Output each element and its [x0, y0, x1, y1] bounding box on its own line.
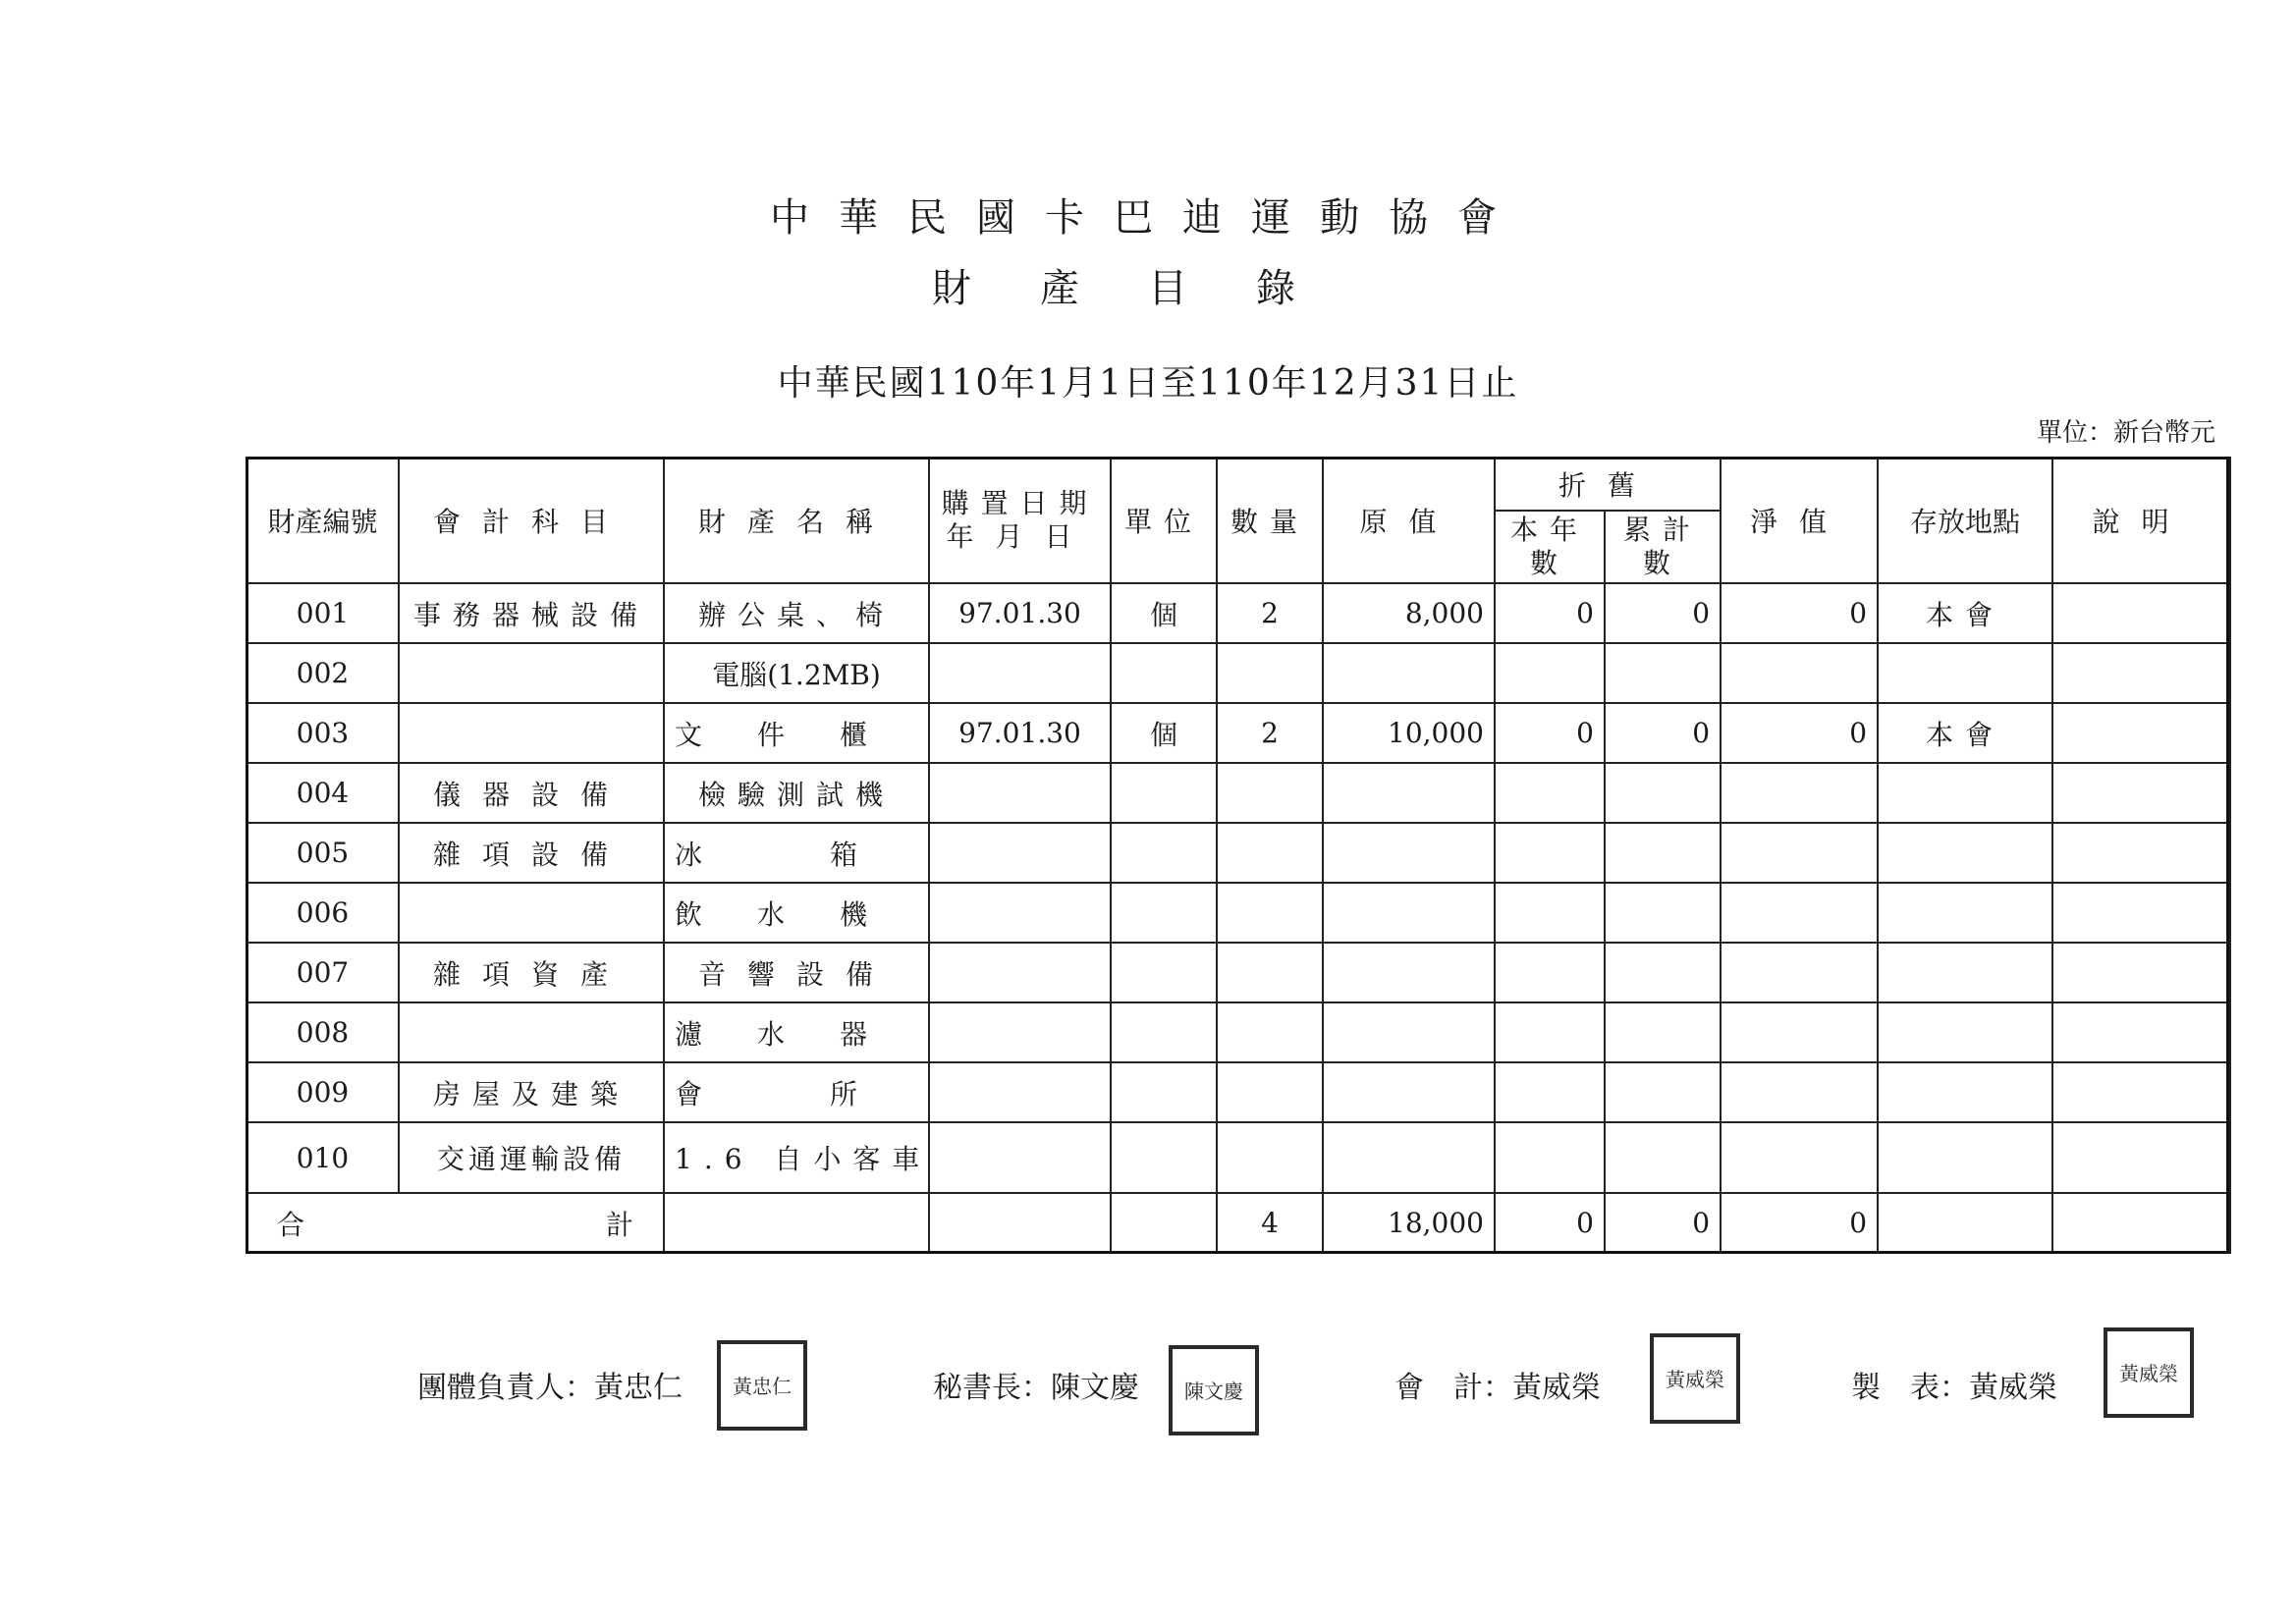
- cell-qty: 2: [1217, 583, 1323, 643]
- cell-note: [2052, 883, 2230, 943]
- cell-note: [2052, 1122, 2230, 1193]
- col-depr-accum: 累計數: [1605, 511, 1721, 583]
- cell-asset-no: 008: [246, 1002, 399, 1062]
- table-row: [246, 1062, 2230, 1122]
- cell-location: [1878, 643, 2052, 703]
- org-title: 中華民國卡巴迪運動協會: [770, 195, 1526, 241]
- cell-uom: [1111, 823, 1217, 883]
- cell-value: 10,000: [1323, 703, 1495, 763]
- table-row: [246, 1122, 2230, 1193]
- cell-date: 97.01.30: [929, 583, 1111, 643]
- cell-qty: [1217, 883, 1323, 943]
- cell-note: [2052, 823, 2230, 883]
- cell-qty: [1217, 643, 1323, 703]
- total-label: [246, 1193, 664, 1253]
- cell-depr-year: 0: [1495, 703, 1605, 763]
- cell-uom: 個: [1111, 703, 1217, 763]
- cell-depr-accum: 0: [1605, 583, 1721, 643]
- total-location: [1878, 1193, 2052, 1253]
- cell-account: [399, 1002, 664, 1062]
- total-name: [664, 1193, 929, 1253]
- accountant-signature: 會 計：黃威榮: [1394, 1371, 1601, 1405]
- leader-signature: 團體負責人：黃忠仁: [417, 1371, 683, 1405]
- cell-net: [1721, 763, 1878, 823]
- cell-value: [1323, 823, 1495, 883]
- cell-asset-name: 文件櫃: [664, 703, 929, 763]
- cell-value: [1323, 1002, 1495, 1062]
- cell-depr-year: [1495, 943, 1605, 1002]
- cell-account: 事務器械設備: [399, 583, 664, 643]
- cell-account: [399, 703, 664, 763]
- seal-mark: [2111, 1335, 2186, 1410]
- cell-value: 8,000: [1323, 583, 1495, 643]
- cell-location: 本會: [1878, 703, 2052, 763]
- document-title: 財產目錄: [932, 266, 1364, 311]
- cell-asset-name: 辦公桌、椅: [664, 583, 929, 643]
- seal-text: 黃威榮: [1666, 1368, 1724, 1391]
- cell-uom: [1111, 1002, 1217, 1062]
- cell-asset-no: 004: [246, 763, 399, 823]
- cell-account: 房屋及建築: [399, 1062, 664, 1122]
- preparer-seal-icon: [2104, 1327, 2194, 1418]
- preparer-signature: 製 表：黃威榮: [1851, 1371, 2057, 1405]
- cell-qty: [1217, 943, 1323, 1002]
- cell-net: [1721, 1122, 1878, 1193]
- cell-location: 本會: [1878, 583, 2052, 643]
- cell-uom: [1111, 1062, 1217, 1122]
- col-purchase-date: [929, 458, 1111, 583]
- table-row: [246, 823, 2230, 883]
- seal-mark: [1176, 1353, 1251, 1428]
- cell-location: [1878, 1002, 2052, 1062]
- total-uom: [1111, 1193, 1217, 1253]
- cell-depr-year: [1495, 1002, 1605, 1062]
- cell-value: [1323, 883, 1495, 943]
- table-row: [246, 883, 2230, 943]
- period-text: 中華民國110年1月1日至110年12月31日止: [777, 363, 1519, 404]
- cell-account: 儀器設備: [399, 763, 664, 823]
- cell-date: [929, 1122, 1111, 1193]
- total-note: [2052, 1193, 2230, 1253]
- cell-depr-year: [1495, 883, 1605, 943]
- total-row: [246, 1193, 2230, 1253]
- cell-qty: [1217, 763, 1323, 823]
- cell-date: [929, 883, 1111, 943]
- seal-text: 黃忠仁: [733, 1375, 792, 1398]
- cell-asset-no: 005: [246, 823, 399, 883]
- cell-asset-no: 010: [246, 1122, 399, 1193]
- cell-note: [2052, 1062, 2230, 1122]
- accountant-seal-icon: [1650, 1333, 1740, 1424]
- table-row: [246, 943, 2230, 1002]
- cell-value: [1323, 943, 1495, 1002]
- cell-net: [1721, 1062, 1878, 1122]
- cell-location: [1878, 1062, 2052, 1122]
- cell-value: [1323, 643, 1495, 703]
- cell-asset-name: 電腦(1.2MB): [664, 643, 929, 703]
- cell-note: [2052, 943, 2230, 1002]
- cell-location: [1878, 883, 2052, 943]
- cell-asset-name: 音響設備: [664, 943, 929, 1002]
- table-row: [246, 583, 2230, 643]
- leader-seal-icon: [717, 1340, 807, 1431]
- cell-net: 0: [1721, 703, 1878, 763]
- total-depr-accum: 0: [1605, 1193, 1721, 1253]
- cell-date: [929, 943, 1111, 1002]
- cell-location: [1878, 943, 2052, 1002]
- col-location: 存放地點: [1878, 458, 2052, 583]
- col-qty: 數量: [1217, 458, 1323, 583]
- col-note: 說明: [2052, 458, 2230, 583]
- cell-note: [2052, 703, 2230, 763]
- seal-text: 黃威榮: [2119, 1362, 2178, 1385]
- cell-date: [929, 763, 1111, 823]
- cell-net: [1721, 1002, 1878, 1062]
- cell-uom: [1111, 1122, 1217, 1193]
- cell-depr-accum: [1605, 943, 1721, 1002]
- cell-asset-name: 檢驗測試機: [664, 763, 929, 823]
- cell-net: [1721, 883, 1878, 943]
- cell-account: 交通運輸設備: [399, 1122, 664, 1193]
- total-date: [929, 1193, 1111, 1253]
- cell-net: 0: [1721, 583, 1878, 643]
- cell-depr-year: [1495, 763, 1605, 823]
- cell-asset-name: 1.6 自小客車: [664, 1122, 929, 1193]
- col-account: 會計科目: [399, 458, 664, 583]
- cell-value: [1323, 1122, 1495, 1193]
- cell-value: [1323, 763, 1495, 823]
- total-label-2: 計: [605, 1208, 633, 1241]
- seal-text: 陳文慶: [1184, 1380, 1243, 1403]
- cell-depr-accum: [1605, 1002, 1721, 1062]
- seal-mark: [725, 1348, 799, 1423]
- cell-depr-accum: [1605, 643, 1721, 703]
- cell-note: [2052, 583, 2230, 643]
- cell-depr-accum: [1605, 763, 1721, 823]
- asset-table: [246, 457, 2231, 1254]
- cell-uom: 個: [1111, 583, 1217, 643]
- cell-asset-no: 003: [246, 703, 399, 763]
- cell-depr-year: [1495, 643, 1605, 703]
- total-value: 18,000: [1323, 1193, 1495, 1253]
- cell-note: [2052, 1002, 2230, 1062]
- col-uom: 單位: [1111, 458, 1217, 583]
- cell-qty: [1217, 1122, 1323, 1193]
- cell-uom: [1111, 883, 1217, 943]
- cell-depr-accum: 0: [1605, 703, 1721, 763]
- cell-net: [1721, 643, 1878, 703]
- cell-asset-no: 006: [246, 883, 399, 943]
- cell-account: 雜項設備: [399, 823, 664, 883]
- cell-uom: [1111, 763, 1217, 823]
- cell-depr-accum: [1605, 1122, 1721, 1193]
- cell-value: [1323, 1062, 1495, 1122]
- col-purchase-date-line1: 購置日期: [941, 487, 1099, 519]
- header-row: [246, 458, 2230, 511]
- cell-asset-no: 001: [246, 583, 399, 643]
- col-depr-year: 本年數: [1495, 511, 1605, 583]
- table-row: [246, 643, 2230, 703]
- cell-asset-no: 009: [246, 1062, 399, 1122]
- cell-qty: [1217, 1062, 1323, 1122]
- cell-uom: [1111, 643, 1217, 703]
- col-net-value: 淨值: [1721, 458, 1878, 583]
- cell-qty: 2: [1217, 703, 1323, 763]
- col-depreciation: 折舊: [1495, 458, 1721, 511]
- currency-unit: 單位：新台幣元: [2036, 418, 2215, 448]
- table-row: [246, 1002, 2230, 1062]
- cell-asset-no: 007: [246, 943, 399, 1002]
- cell-asset-name: 會所: [664, 1062, 929, 1122]
- cell-qty: [1217, 1002, 1323, 1062]
- total-net: 0: [1721, 1193, 1878, 1253]
- col-purchase-date-line2: 年月日: [946, 520, 1094, 553]
- cell-account: [399, 643, 664, 703]
- cell-asset-name: 冰箱: [664, 823, 929, 883]
- secretary-signature: 秘書長：陳文慶: [933, 1371, 1139, 1405]
- table-row: [246, 763, 2230, 823]
- cell-asset-name: 濾水器: [664, 1002, 929, 1062]
- total-qty: 4: [1217, 1193, 1323, 1253]
- col-asset-no: 財產編號: [246, 458, 399, 583]
- cell-depr-accum: [1605, 1062, 1721, 1122]
- cell-asset-name: 飲水機: [664, 883, 929, 943]
- cell-depr-accum: [1605, 883, 1721, 943]
- cell-date: 97.01.30: [929, 703, 1111, 763]
- cell-asset-no: 002: [246, 643, 399, 703]
- cell-qty: [1217, 823, 1323, 883]
- total-depr-year: 0: [1495, 1193, 1605, 1253]
- col-orig-value: 原值: [1323, 458, 1495, 583]
- cell-depr-year: [1495, 1062, 1605, 1122]
- cell-note: [2052, 763, 2230, 823]
- cell-date: [929, 1002, 1111, 1062]
- cell-depr-year: 0: [1495, 583, 1605, 643]
- total-label-1: 合: [277, 1208, 305, 1241]
- cell-location: [1878, 763, 2052, 823]
- cell-date: [929, 643, 1111, 703]
- cell-net: [1721, 823, 1878, 883]
- seal-mark: [1658, 1341, 1732, 1416]
- cell-location: [1878, 1122, 2052, 1193]
- col-asset-name: 財產名稱: [664, 458, 929, 583]
- cell-account: 雜項資產: [399, 943, 664, 1002]
- cell-depr-accum: [1605, 823, 1721, 883]
- cell-depr-year: [1495, 823, 1605, 883]
- cell-location: [1878, 823, 2052, 883]
- cell-note: [2052, 643, 2230, 703]
- cell-uom: [1111, 943, 1217, 1002]
- cell-account: [399, 883, 664, 943]
- cell-depr-year: [1495, 1122, 1605, 1193]
- cell-net: [1721, 943, 1878, 1002]
- secretary-seal-icon: [1169, 1345, 1259, 1435]
- table-row: [246, 703, 2230, 763]
